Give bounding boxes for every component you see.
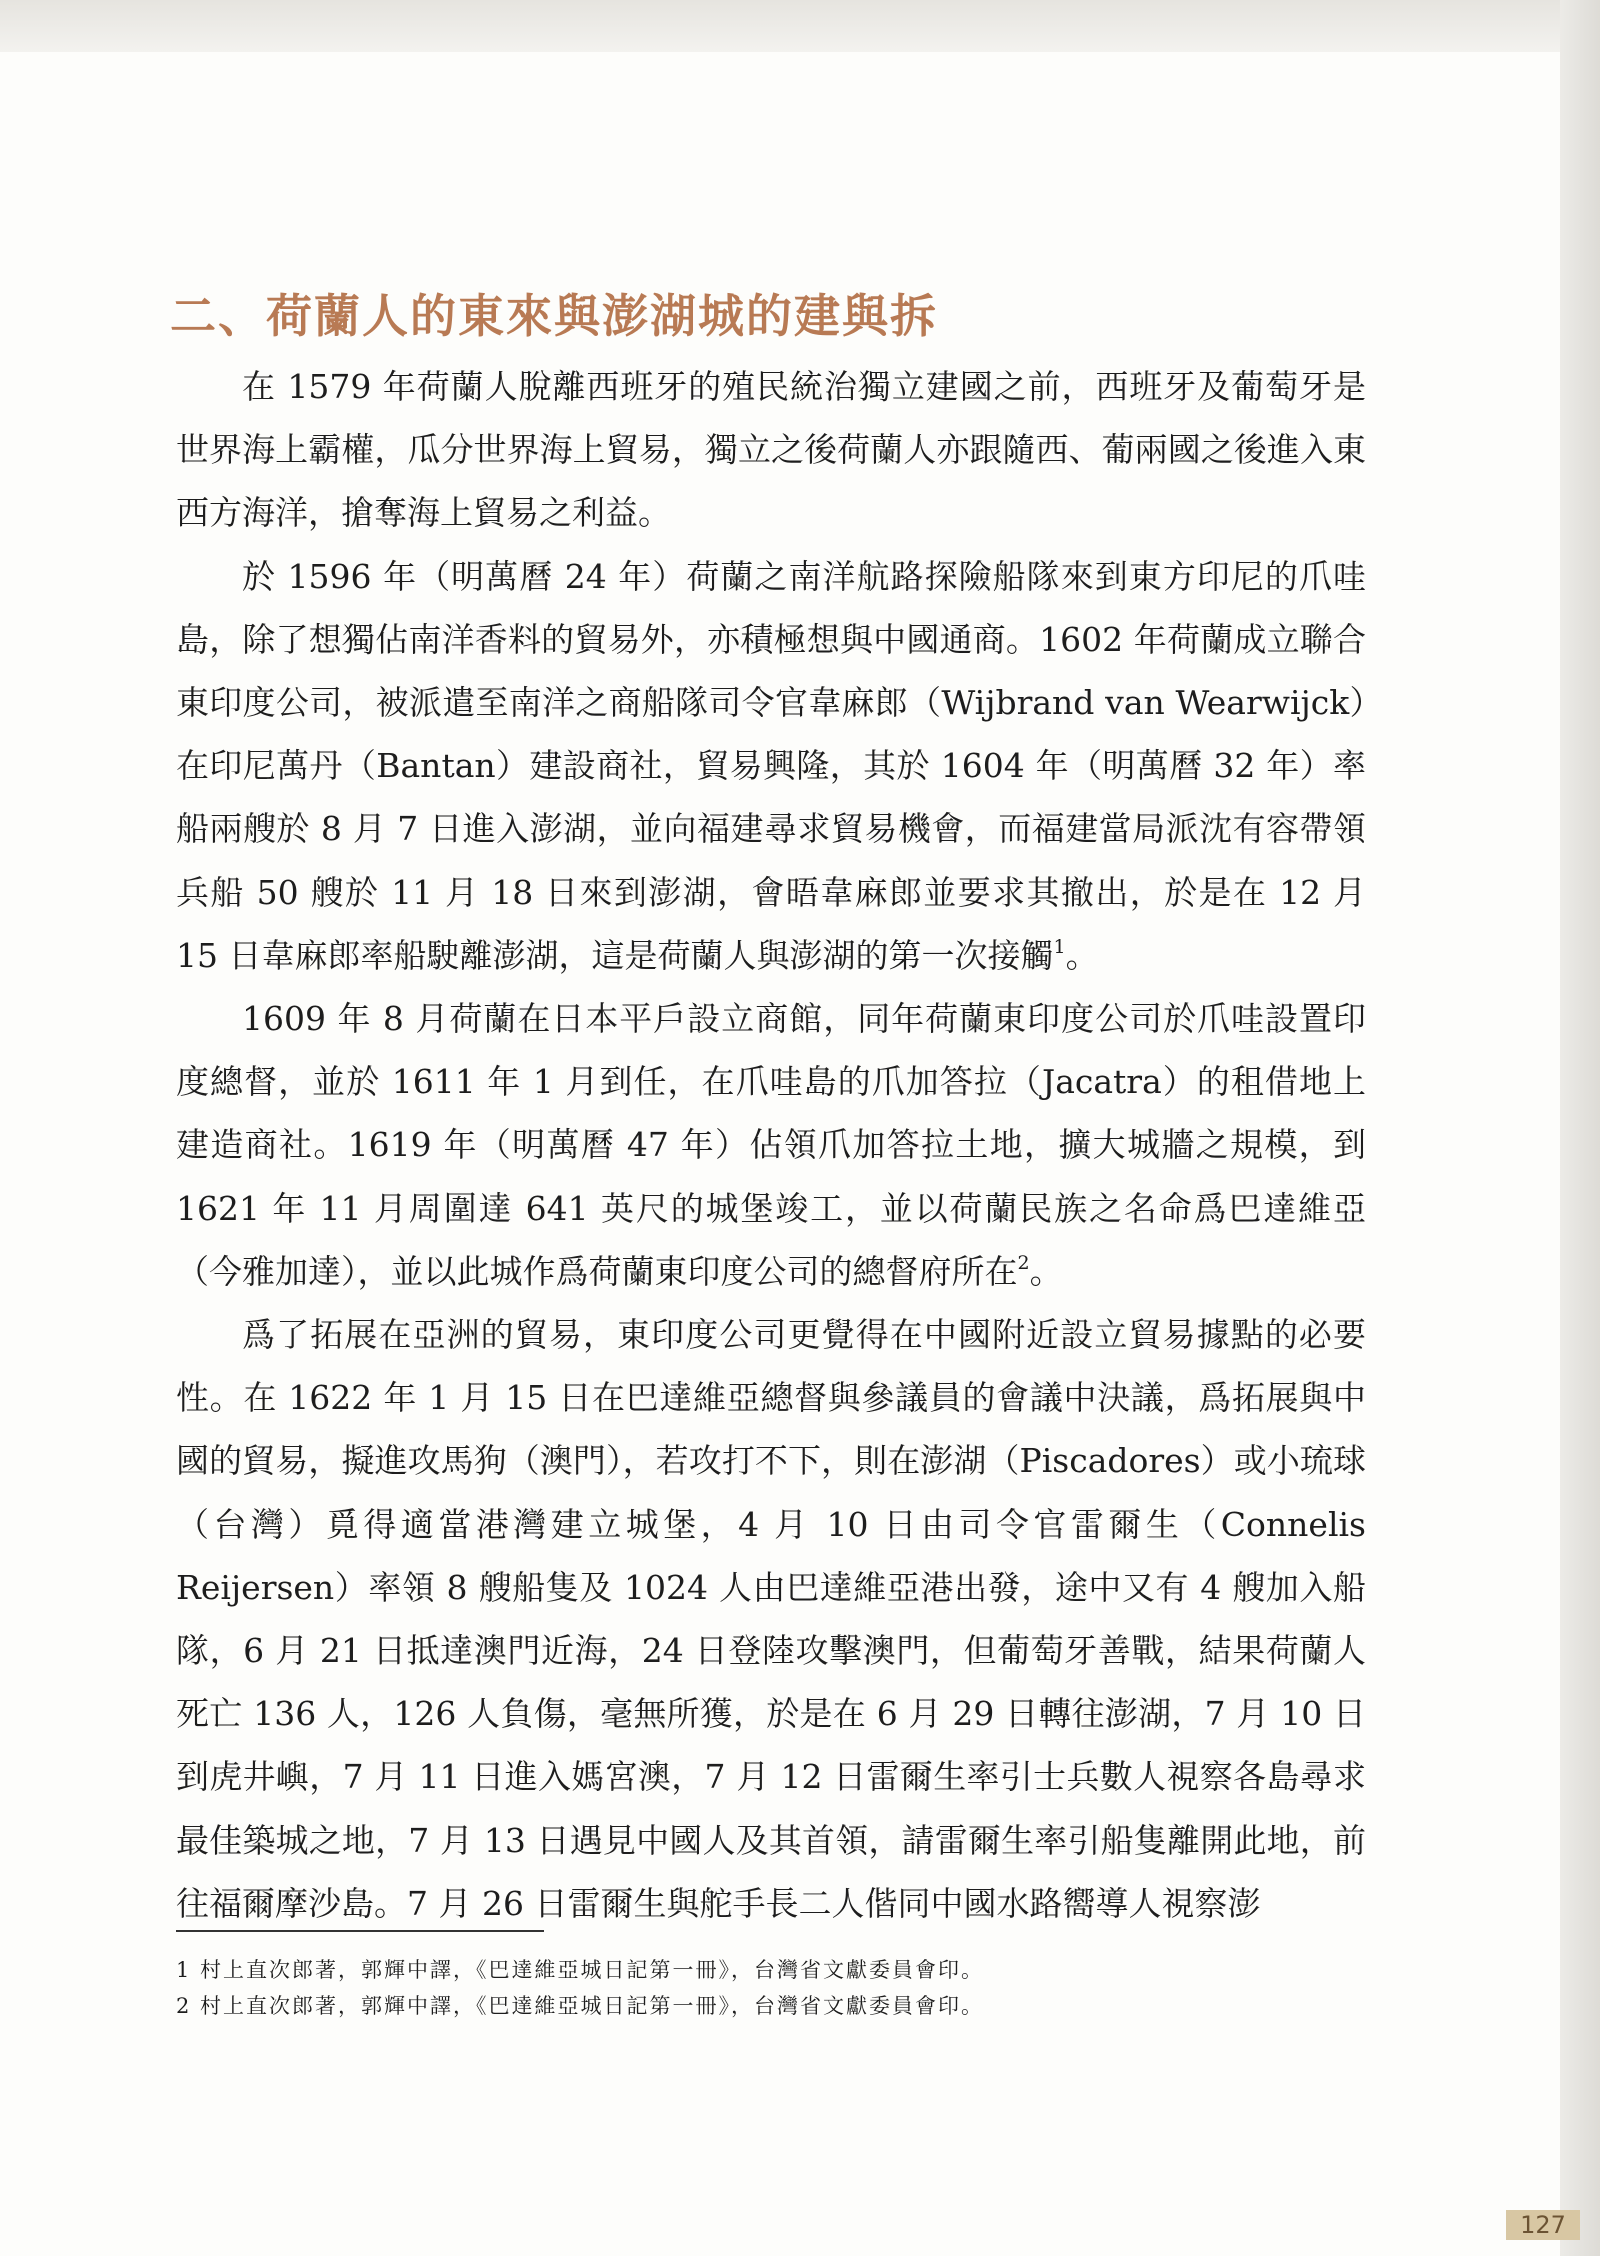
footnote-divider — [176, 1930, 544, 1932]
footnote-2: 2 村上直次郎著，郭輝中譯，《巴達維亞城日記第一冊》，台灣省文獻委員會印。 — [176, 1994, 985, 2018]
body-text — [176, 355, 1366, 1935]
footnote-ref-1[interactable]: 1 — [1053, 935, 1066, 958]
footnote-ref-2[interactable]: 2 — [1017, 1251, 1030, 1274]
paragraph-3-text: 1609 年 8 月荷蘭在日本平戶設立商館，同年荷蘭東印度公司於爪哇設置印度總督，並於 1611 年 1 月到任，在爪哇島的爪加答拉（Jacatra）的租借地上建造商社。1619 年（明萬曆 47 年）佔領爪加答拉土地，擴大城牆之規模，到 1621 年 11 月周圍達 641 英尺的城堡竣工，並以荷蘭民族之名命爲巴達維亞（今雅加達），並以此城作爲荷蘭東印度公司的總督府所在 — [176, 999, 1366, 1291]
paragraph-1: 在 1579 年荷蘭人脫離西班牙的殖民統治獨立建國之前，西班牙及葡萄牙是世界海上霸權，瓜分世界海上貿易，獨立之後荷蘭人亦跟隨西、葡兩國之後進入東西方海洋，搶奪海上貿易之利益。 — [176, 367, 1366, 533]
paragraph-3 — [176, 987, 1366, 1303]
page-edge-shadow — [1560, 0, 1600, 2256]
paragraph-2-end: 。 — [1065, 935, 1099, 975]
paragraph-2-text: 於 1596 年（明萬曆 24 年）荷蘭之南洋航路探險船隊來到東方印尼的爪哇島，除了想獨佔南洋香料的貿易外，亦積極想與中國通商。1602 年荷蘭成立聯合東印度公司，被派遣至南洋之商船隊司令官韋麻郎（Wijbrand van Wearwijck）在印尼萬丹（Bantan）建設商社，貿易興隆，其於 1604 年（明萬曆 32 年）率船兩艘於 8 月 7 日進入澎湖，並向福建尋求貿易機會，而福建當局派沈有容帶領兵船 50 艘於 11 月 18 日來到澎湖，會晤韋麻郎並要求其撤出，於是在 12 月 15 日韋麻郎率船駛離澎湖，這是荷蘭人與澎湖的第一次接觸 — [176, 556, 1366, 975]
paragraph-3-end: 。 — [1029, 1251, 1063, 1291]
paragraph-4: 爲了拓展在亞洲的貿易，東印度公司更覺得在中國附近設立貿易據點的必要性。在 1622 年 1 月 15 日在巴達維亞總督與參議員的會議中決議，爲拓展與中國的貿易，擬進攻馬狗（澳門），若攻打不下，則在澎湖（Piscadores）或小琉球（台灣）覓得適當港灣建立城堡，4 月 10 日由司令官雷爾生（Connelis Reijersen）率領 8 艘船隻及 1024 人由巴達維亞港出發，途中又有 4 艘加入船隊，6 月 21 日抵達澳門近海，24 日登陸攻擊澳門，但葡萄牙善戰，結果荷蘭人死亡 136 人，126 人負傷，毫無所獲，於是在 6 月 29 日轉往澎湖，7 月 10 日到虎井嶼，7 月 11 日進入媽宮澳，7 月 12 日雷爾生率引士兵數人視察各島尋求最佳築城之地，7 月 13 日遇見中國人及其首領，請雷爾生率引船隻離開此地，前往福爾摩沙島。7 月 26 日雷爾生與舵手長二人偕同中國水路嚮導人視察澎 — [176, 1315, 1366, 1923]
footnote-1: 1 村上直次郎著，郭輝中譯，《巴達維亞城日記第一冊》，台灣省文獻委員會印。 — [176, 1958, 985, 1982]
footnotes — [176, 1952, 1276, 2024]
scan-top-strip — [0, 0, 1600, 52]
paragraph-2 — [176, 545, 1366, 987]
section-heading: 二、荷蘭人的東來與澎湖城的建與拆 — [170, 289, 938, 343]
page-number: 127 — [1506, 2210, 1580, 2240]
